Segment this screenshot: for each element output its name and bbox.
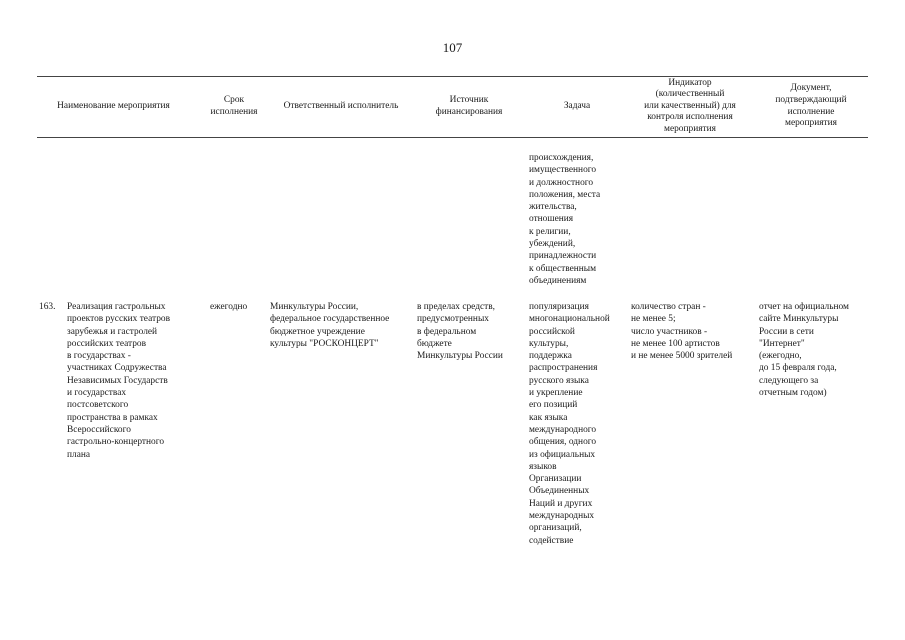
header-deadline: Срок исполнения bbox=[210, 94, 258, 117]
header-indicator: Индикатор (количественный или качественный) для контроля исполнения мероприятия bbox=[644, 77, 736, 134]
row-task: популяризация многонациональной российской культуры, поддержка распространения русского языка и укрепление его позиций как языка международного общения, одного из официальных языков Организации Объединенных Наций и других международных организаций, содействие bbox=[529, 302, 610, 546]
header-event-name: Наименование мероприятия bbox=[57, 100, 170, 111]
header-document: Документ, подтверждающий исполнение мероприятия bbox=[775, 83, 847, 129]
row-document: отчет на официальном сайте Минкультуры России в сети "Интернет" (ежегодно, до 15 февраля года, следующего за отчетным годом) bbox=[759, 302, 849, 399]
row-funding: в пределах средств, предусмотренных в федеральном бюджете Минкультуры России bbox=[417, 302, 503, 362]
table-header-rule bbox=[37, 137, 868, 138]
row-executor: Минкультуры России, федеральное государственное бюджетное учреждение культуры "РОСКОНЦЕРТ" bbox=[270, 302, 390, 349]
row-deadline: ежегодно bbox=[210, 302, 248, 312]
task-continuation: происхождения, имущественного и должностного положения, места жительства, отношения к религии, убеждений, принадлежности к общественным объединениям bbox=[529, 153, 601, 286]
row-number: 163. bbox=[39, 302, 56, 312]
header-task: Задача bbox=[563, 100, 591, 111]
row-indicator: количество стран - не менее 5; число участников - не менее 100 артистов и не менее 5000 зрителей bbox=[631, 302, 733, 362]
header-funding: Источник финансирования bbox=[435, 94, 503, 117]
page-number: 107 bbox=[442, 40, 463, 55]
row-event-name: Реализация гастрольных проектов русских театров зарубежья и гастролей российских театров в государствах - участниках Содружества Независимых Государств и государствах постсоветского пространства в рамках Всероссийского гастрольно-концертного плана bbox=[67, 302, 171, 460]
header-executor: Ответственный исполнитель bbox=[283, 100, 399, 111]
